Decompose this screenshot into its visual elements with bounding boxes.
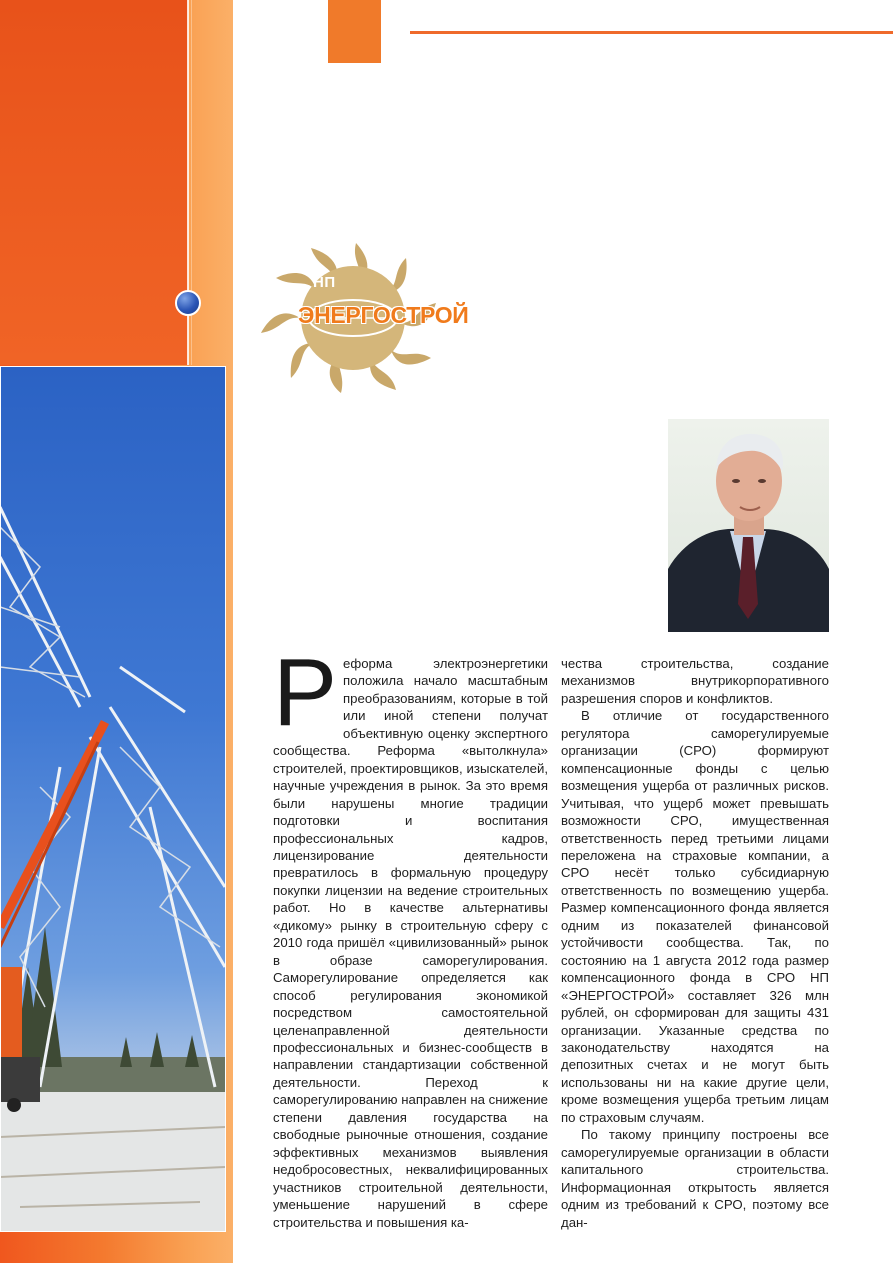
portrait-illustration [668,419,829,632]
article-column-2 [561,655,829,1231]
blue-dot-marker [175,290,201,316]
tower-bracing [0,527,220,1007]
header-rule [410,31,893,34]
article-paragraph-1-continued: чества строительства, создание механизмов внутрикорпоративного разрешения споров и конфликтов. [561,656,829,706]
article-paragraph-1 [273,639,549,1231]
drop-cap: Р [273,639,338,746]
header-orange-square [328,0,381,63]
logo-prefix: НП [313,274,336,291]
logo-brand-name: ЭНЕРГОСТРОЙ [298,302,469,328]
left-orange-block [0,0,188,365]
energostroy-logo [256,238,469,396]
portrait-photo [668,419,829,632]
transmission-tower-photo [0,367,225,1231]
paragraph-1-text: еформа электроэнергетики положила начало масштабным преобразованиям, которые в той или иной степени получат объективную оценку экспертного сообщества. Реформа «вытолкнула» строителей, проектировщиков, изыскателей, научные учреждения в рынок. За это время были нарушены многие традиции подготовки и воспитания профессиональных кадров, лицензирование деятельности превратилось в формальную процедуру покупки лицензии на ведение строительных работ. Но в качестве альтернативы «дикому» рынку в строительную сферу с 2010 года пришёл «цивилизованный» рынок в образе саморегулирования. Саморегулирование определяется как способ регулирования экономикой посредством самостоятельной целенаправленной деятельности профессиональных и бизнес-сообществ в направлении стандартизации собственной деятельности. Переход к саморегулированию направлен на снижение степени давления государства на свободные рыночные отношения, создание эффективных механизмов выявления недобросовестных, неквалифицированных участников строительной деятельности, уменьшение нарушений в сфере строительства и повышения ка- [273,656,549,1230]
article-paragraph-3: По такому принципу построены все саморегулируемые организации в области капитального строительства. Информационная открытость является одним из требований к СРО, поэтому все дан- [561,1127,829,1230]
article-paragraph-2: В отличие от государственного регулятора саморегулируемые организации (СРО) формируют компенсационные фонды с целью возмещения ущерба от различных рисков. Учитывая, что ущерб может превышать возможности СРО, имущественная ответственность перед третьими лицами переложена на страховые компании, а СРО несёт только субсидиарную ответственность по возмещению ущерба. Размер компенсационного фонда является одним из показателей финансовой устойчивости сообщества. Так, по состоянию на 1 августа 2012 года размер компенсационного фонда в СРО НП «ЭНЕРГОСТРОЙ» составляет 326 млн рублей, он сформирован для защиты 431 организации. Указанные средства по законодательству находятся на депозитных счетах и не могут быть использованы ни на какие другие цели, кроме возмещения ущерба третьим лицам по страховым случаям. [561,708,829,1125]
tower-lattice [0,507,225,1087]
tower-photo-illustration [0,367,225,1231]
tree-silhouettes [15,927,199,1067]
snow-ground [0,1092,225,1231]
article-column-1 [273,639,549,1231]
